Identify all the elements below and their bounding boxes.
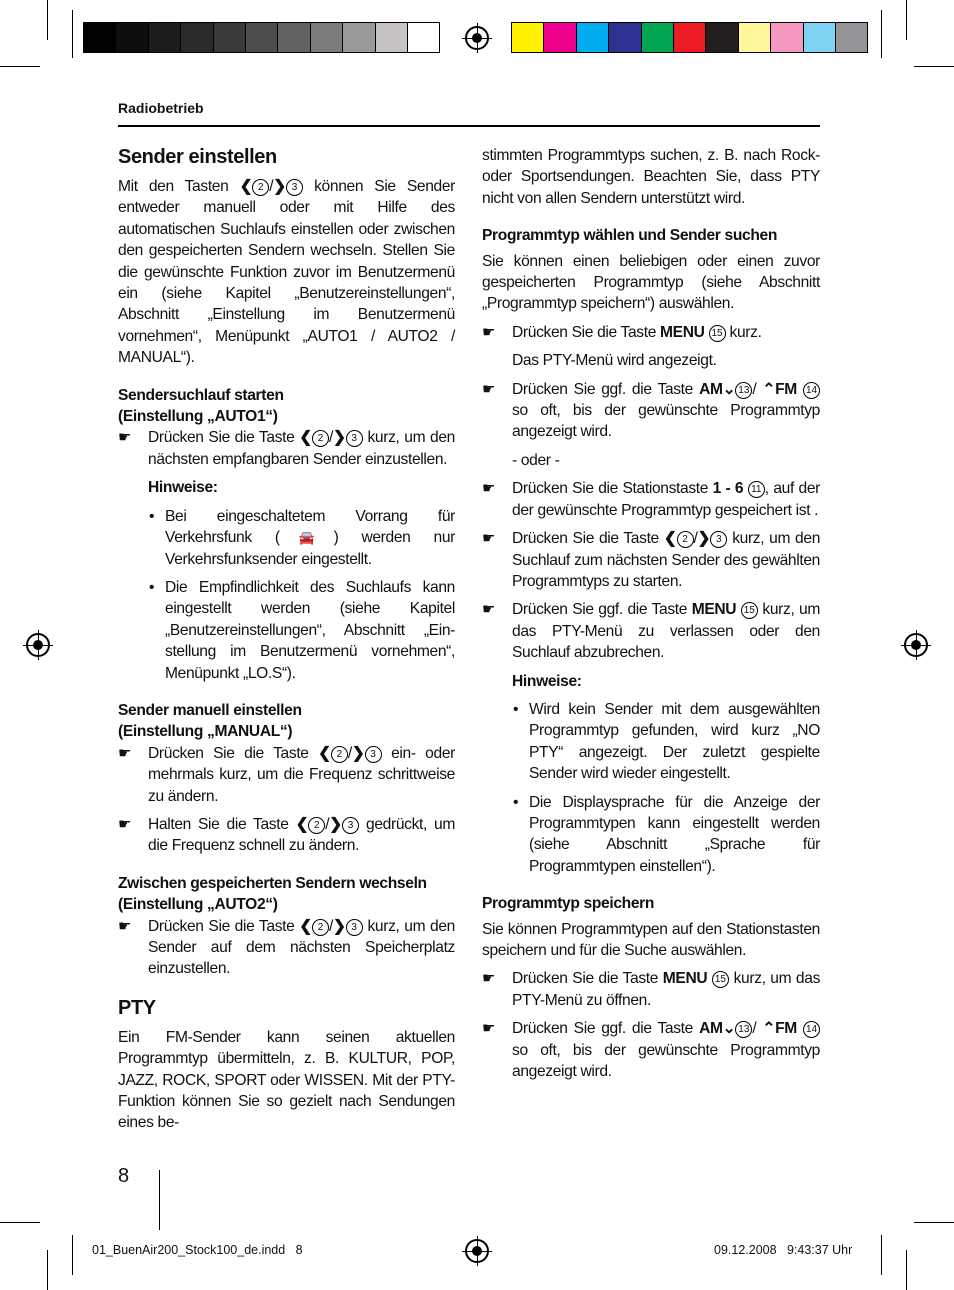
color-swatch	[310, 22, 343, 53]
pointing-hand-icon: ☛	[118, 815, 132, 833]
key-3: 3	[286, 179, 303, 196]
left-arrow-icon: ❮	[663, 530, 677, 548]
pointing-hand-icon: ☛	[482, 323, 496, 341]
color-swatch	[543, 22, 576, 53]
instruction-item: ☛ Drücken Sie ggf. die Taste AM⌄ 13 / ⌃FM 14 so oft, bis der gewünschte Programmtyp angezeigt wird.	[482, 380, 820, 441]
color-swatch	[375, 22, 408, 53]
section-title: PTY	[118, 996, 156, 1019]
notes-heading: Hinweise:	[512, 672, 582, 690]
color-swatch	[180, 22, 213, 53]
registration-mark-icon	[465, 1239, 489, 1263]
color-swatch	[705, 22, 738, 53]
color-swatch	[673, 22, 706, 53]
paragraph: Sie können einen beliebigen oder einen zuvor gespeicherten Programmtyp (siehe Abschnitt „Programmtyp speichern“) auswählen.	[482, 252, 820, 313]
right-arrow-icon: ❯	[332, 429, 346, 447]
pointing-hand-icon: ☛	[482, 601, 496, 619]
left-arrow-icon: ❮	[299, 917, 312, 935]
chevron-up-icon: ⌃	[762, 380, 776, 398]
color-swatch	[608, 22, 641, 53]
color-swatch	[835, 22, 868, 53]
right-arrow-icon: ❯	[332, 917, 346, 935]
subsection-title: Programmtyp speichern	[482, 895, 655, 913]
paragraph: Sie können Programmtypen auf den Stationstasten speichern und für die Suche auswählen.	[482, 920, 820, 959]
chevron-down-icon: ⌄	[722, 380, 736, 398]
color-swatch	[803, 22, 836, 53]
right-arrow-icon: ❯	[329, 815, 342, 833]
pointing-hand-icon: ☛	[482, 970, 496, 988]
footer-file: 01_BuenAir200_Stock100_de.indd 8	[92, 1243, 303, 1257]
pointing-hand-icon: ☛	[482, 380, 496, 398]
instruction-item: ☛ Drücken Sie die Taste MENU 15 kurz, um das PTY-Menü zu öffnen.	[482, 970, 821, 1009]
color-swatch	[576, 22, 609, 53]
left-arrow-icon: ❮	[239, 178, 253, 195]
crop-mark	[914, 66, 954, 67]
chevron-up-icon: ⌃	[762, 1020, 776, 1038]
crop-mark	[72, 10, 73, 58]
key-2: 2	[252, 179, 269, 196]
result-text: Das PTY-Menü wird angezeigt.	[512, 352, 717, 370]
color-swatch	[148, 22, 181, 53]
footer-datetime: 09.12.2008 9:43:37 Uhr	[714, 1243, 853, 1257]
color-swatch	[213, 22, 246, 53]
pointing-hand-icon: ☛	[118, 429, 132, 447]
instruction-item: ☛ Drücken Sie die Taste ❮ 2 /❯ 3 kurz, um den Sender auf dem nächsten Speicherplatz einzustellen.	[118, 917, 456, 978]
crop-mark	[47, 1250, 48, 1290]
right-arrow-icon: ❯	[697, 530, 711, 548]
color-swatch	[770, 22, 803, 53]
left-arrow-icon: ❮	[318, 744, 331, 762]
right-arrow-icon: ❯	[273, 178, 286, 195]
chevron-down-icon: ⌄	[722, 1020, 736, 1038]
crop-mark	[881, 1235, 882, 1275]
note-item: • Die Displaysprache für die Anzeige der Programmtypen kann eingestellt werden (siehe Abschnitt „Sprache für Programmtypen einstellen“).	[513, 793, 820, 875]
right-arrow-icon: ❯	[351, 744, 365, 762]
instruction-item: ☛ Drücken Sie ggf. die Taste AM⌄ 13 / ⌃FM 14 so oft, bis der gewünschte Programmtyp angezeigt wird.	[482, 1020, 820, 1081]
section-title: Sender einstellen	[118, 146, 277, 168]
left-arrow-icon: ❮	[299, 429, 312, 447]
crop-mark	[0, 66, 40, 67]
subsection-title: Zwischen gespeicherten Sendern wechseln	[118, 874, 427, 892]
registration-mark-icon	[26, 633, 50, 657]
color-swatch	[738, 22, 771, 53]
header-rule	[118, 125, 820, 127]
crop-mark	[881, 10, 882, 58]
or-separator: - oder -	[512, 451, 560, 469]
subsection-subtitle: (Einstellung „AUTO1“)	[118, 408, 278, 426]
color-swatch	[407, 22, 440, 53]
color-swatch	[83, 22, 116, 53]
pointing-hand-icon: ☛	[118, 917, 132, 935]
pointing-hand-icon: ☛	[482, 530, 496, 548]
instruction-item: ☛ Drücken Sie die Taste ❮ 2 /❯ 3 kurz, um den Suchlauf zum nächsten Sender des gewählten Programmtyps zu starten.	[482, 530, 821, 590]
instruction-item: ☛ Drücken Sie die Taste MENU 15 kurz.	[482, 322, 820, 343]
color-swatch	[245, 22, 278, 53]
page-number: 8	[118, 1165, 130, 1187]
subsection-title: Sendersuchlauf starten	[118, 386, 284, 404]
intro-paragraph: Mit den Tasten ❮ 2 /❯ 3 können Sie Sender entweder manuell oder mit Hilfe des automatischen Suchlaufs einstellen oder zwischen den gespeicherten Sendern wechseln. Stellen Sie die gewünschte Funktion zuvor im Benutzermenü ein (siehe Kapitel „Benutzereinstellungen“, Abschnitt „Einstellung im Benutzermenü vornehmen“, Menüpunkt „AUTO1 / AUTO2 / MANUAL“).	[118, 178, 456, 367]
traffic-info-icon: 🚘	[279, 530, 334, 546]
crop-mark	[47, 0, 48, 40]
left-arrow-icon: ❮	[295, 815, 309, 833]
left-column	[118, 145, 455, 1134]
crop-mark	[906, 1250, 907, 1290]
instruction-item: ☛ Drücken Sie die Stationstaste 1 - 6 11 , auf der der gewünschte Programmtyp gespeichert ist .	[482, 480, 820, 519]
pointing-hand-icon: ☛	[118, 744, 132, 762]
registration-mark-icon	[904, 633, 928, 657]
color-swatch	[641, 22, 674, 53]
instruction-item: ☛ Drücken Sie die Taste ❮ 2 /❯ 3 kurz, um den nächsten empfangbaren Sender einzustellen.	[118, 429, 456, 468]
note-item: • Die Empfindlichkeit des Suchlaufs kann eingestellt werden (siehe Kapitel „Benutzereinstellungen“, Abschnitt „Ein-stellung im Benutzermenü vornehmen“, Menüpunkt „LO.S“).	[149, 578, 455, 682]
pty-paragraph: Ein FM-Sender kann seinen aktuellen Programmtyp übermitteln, z. B. KULTUR, POP, JAZZ, ROCK, SPORT oder WISSEN. Mit der PTY-Funktion können Sie so gezielt nach Sendungen eines be-	[118, 1028, 455, 1132]
right-column	[482, 145, 820, 1082]
note-item: • Wird kein Sender mit dem ausgewählten Programmtyp gefunden, wird kurz „NO PTY“ angezeigt. Der zuletzt gespielte Sender wird wieder eingestellt.	[513, 700, 820, 783]
crop-mark	[0, 1222, 40, 1223]
color-swatch	[511, 22, 544, 53]
instruction-item: ☛ Drücken Sie die Taste ❮ 2 /❯ 3 ein- oder mehrmals kurz, um die Frequenz schrittweise zu ändern.	[118, 744, 455, 805]
continued-paragraph: stimmten Programmtyps suchen, z. B. nach Rock- oder Sportsendungen. Beachten Sie, dass PTY nicht von allen Sendern unterstützt wird.	[482, 147, 820, 207]
running-header: Radiobetrieb	[118, 100, 204, 116]
crop-mark	[914, 1222, 954, 1223]
color-swatch	[342, 22, 375, 53]
page-number-rule	[159, 1170, 160, 1230]
notes-heading: Hinweise:	[148, 479, 218, 497]
subsection-title: Sender manuell einstellen	[118, 701, 302, 719]
subsection-title: Programmtyp wählen und Sender suchen	[482, 227, 778, 245]
crop-mark	[72, 1235, 73, 1275]
color-swatch	[277, 22, 310, 53]
instruction-item: ☛ Halten Sie die Taste ❮ 2 /❯ 3 gedrückt, um die Frequenz schnell zu ändern.	[118, 815, 456, 855]
crop-mark	[906, 0, 907, 40]
instruction-item: ☛ Drücken Sie ggf. die Taste MENU 15 kurz, um das PTY-Menü zu verlassen oder den Suchlauf abzubrechen.	[482, 601, 820, 662]
color-swatch	[115, 22, 148, 53]
registration-mark-icon	[465, 26, 489, 50]
pointing-hand-icon: ☛	[482, 1020, 496, 1038]
note-item: • Bei eingeschaltetem Vorrang für Verkehrsfunk (🚘) werden nur Verkehrsfunksender eingestellt.	[149, 507, 455, 568]
subsection-subtitle: (Einstellung „MANUAL“)	[118, 723, 293, 741]
subsection-subtitle: (Einstellung „AUTO2“)	[118, 896, 278, 914]
pointing-hand-icon: ☛	[482, 480, 496, 498]
